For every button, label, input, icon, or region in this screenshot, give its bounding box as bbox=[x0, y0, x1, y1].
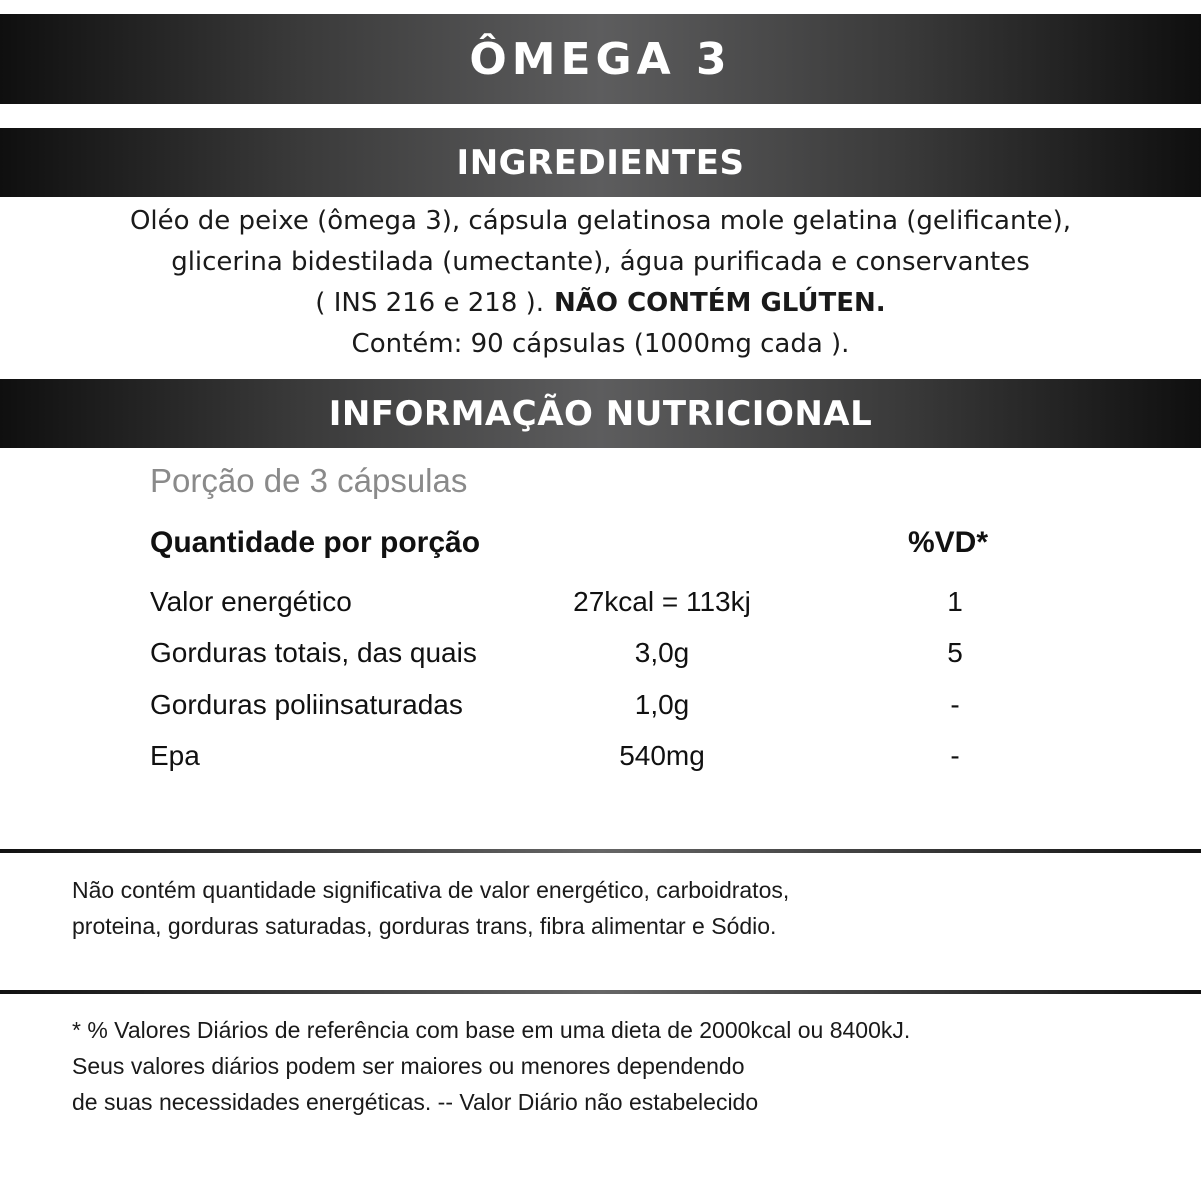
nutrition-row bbox=[0, 637, 1201, 677]
nutrition-heading: INFORMAÇÃO NUTRICIONAL bbox=[328, 393, 873, 434]
nutrient-amount: 27kcal = 113kj bbox=[573, 586, 751, 617]
nutrient-amount: 3,0g bbox=[634, 637, 690, 668]
divider bbox=[0, 990, 1201, 994]
footnote bbox=[72, 1012, 910, 1120]
nutrient-vd: - bbox=[950, 689, 960, 720]
gluten-warning: NÃO CONTÉM GLÚTEN. bbox=[554, 288, 886, 318]
nutrition-banner bbox=[0, 379, 1201, 448]
product-title: ÔMEGA 3 bbox=[469, 33, 732, 85]
nutrient-amount: 540mg bbox=[619, 740, 705, 771]
nutrient-name: Valor energético bbox=[150, 586, 352, 617]
ingredients-banner bbox=[0, 128, 1201, 197]
ingredients-line-3 bbox=[0, 283, 1201, 324]
nutrient-name: Gorduras poliinsaturadas bbox=[150, 689, 463, 720]
note-line: Não contém quantidade significativa de valor energético, carboidratos, bbox=[72, 877, 790, 903]
divider bbox=[0, 849, 1201, 853]
footnote-line: de suas necessidades energéticas. -- Valor Diário não estabelecido bbox=[72, 1089, 759, 1115]
nutrition-row bbox=[0, 586, 1201, 626]
portion-size: Porção de 3 cápsulas bbox=[150, 462, 468, 499]
nutrient-name: Epa bbox=[150, 740, 200, 771]
note-line: proteina, gorduras saturadas, gorduras trans, fibra alimentar e Sódio. bbox=[72, 913, 777, 939]
ingredients-line-1: Oléo de peixe (ômega 3), cápsula gelatinosa mole gelatina (gelificante), bbox=[129, 206, 1072, 236]
footnote-line: Seus valores diários podem ser maiores ou menores dependendo bbox=[72, 1053, 745, 1079]
nutrition-row bbox=[0, 740, 1201, 780]
ins-text: ( INS 216 e 218 ). bbox=[315, 288, 545, 318]
nutrient-amount: 1,0g bbox=[634, 689, 690, 720]
footnote-line: * % Valores Diários de referência com base em uma dieta de 2000kcal ou 8400kJ. bbox=[72, 1017, 911, 1043]
nutrient-name: Gorduras totais, das quais bbox=[150, 637, 477, 668]
contents-line: Contém: 90 cápsulas (1000mg cada ). bbox=[351, 329, 850, 359]
ingredients-text bbox=[0, 201, 1201, 365]
ingredients-heading: INGREDIENTES bbox=[456, 142, 745, 183]
product-title-banner bbox=[0, 14, 1201, 104]
nutrient-vd: - bbox=[950, 740, 960, 771]
nutrition-row bbox=[0, 689, 1201, 729]
vd-header: %VD* bbox=[908, 526, 989, 559]
nutrient-vd: 1 bbox=[947, 586, 963, 617]
insignificant-note bbox=[72, 872, 789, 944]
ingredients-line-2: glicerina bidestilada (umectante), água purificada e conservantes bbox=[171, 247, 1030, 277]
quantity-header: Quantidade por porção bbox=[150, 526, 481, 559]
nutrient-vd: 5 bbox=[947, 637, 963, 668]
